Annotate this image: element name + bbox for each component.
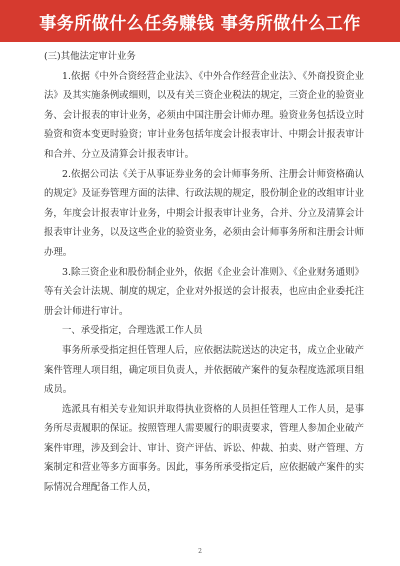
paragraph-1: 1.依据《中外合资经营企业法》、《中外合作经营企业法》、《外商投资企业法》及其实施条例或细则，以及有关三资企业税法的规定，三资企业的验资业务、会计报表的审计业务，必须由中国注册会计师办理。验资业务包括设立时验资和资本变更时验资；审计业务包括年度会计报表审计、中期会计报表审计和合并、分立及清算会计报表审计。: [44, 70, 364, 160]
banner-title: 事务所做什么任务赚钱 事务所做什么工作: [39, 13, 361, 34]
document-page: [44, 47, 364, 498]
header-banner: [0, 0, 400, 42]
subheading: 一、承受指定，合理选派工作人员: [62, 325, 203, 337]
body-paragraph-1: 事务所承受指定担任管理人后，应依据法院送达的决定书，成立企业破产案件管理人项目组，确定项目负责人，并依据破产案件的复杂程度选派项目组成员。: [44, 344, 364, 396]
paragraph-3: 3.除三资企业和股份制企业外，依据《企业会计准则》、《企业财务通则》等有关会计法规、制度的规定，企业对外报送的会计报表，也应由企业委托注册会计师进行审计。: [44, 266, 364, 317]
page-number: 2: [198, 548, 202, 555]
section-heading: (三)其他法定审计业务: [44, 51, 136, 62]
paragraph-2: 2.依据公司法《关于从事证券业务的会计师事务所、注册会计师资格确认的规定》及证券管理方面的法律、行政法规的规定，股份制企业的改组审计业务，年度会计报表审计业务，中期会计报表审计业务，合并、分立及清算会计报表审计业务，以及这些企业的验资业务，必须由会计师事务所和注册会计师办理。: [44, 168, 364, 258]
body-paragraph-2: 选派具有相关专业知识并取得执业资格的人员担任管理人工作人员，是事务所尽责履职的保证。按照管理人需要履行的职责要求，管理人参加企业破产案件审理，涉及到会计、审计、资产评估、诉讼、仲裁、拍卖、财产管理、方案制定和营业等多方面事务。因此，事务所承受指定后，应依据破产案件的实际情况合理配备工作人员，: [44, 403, 364, 494]
